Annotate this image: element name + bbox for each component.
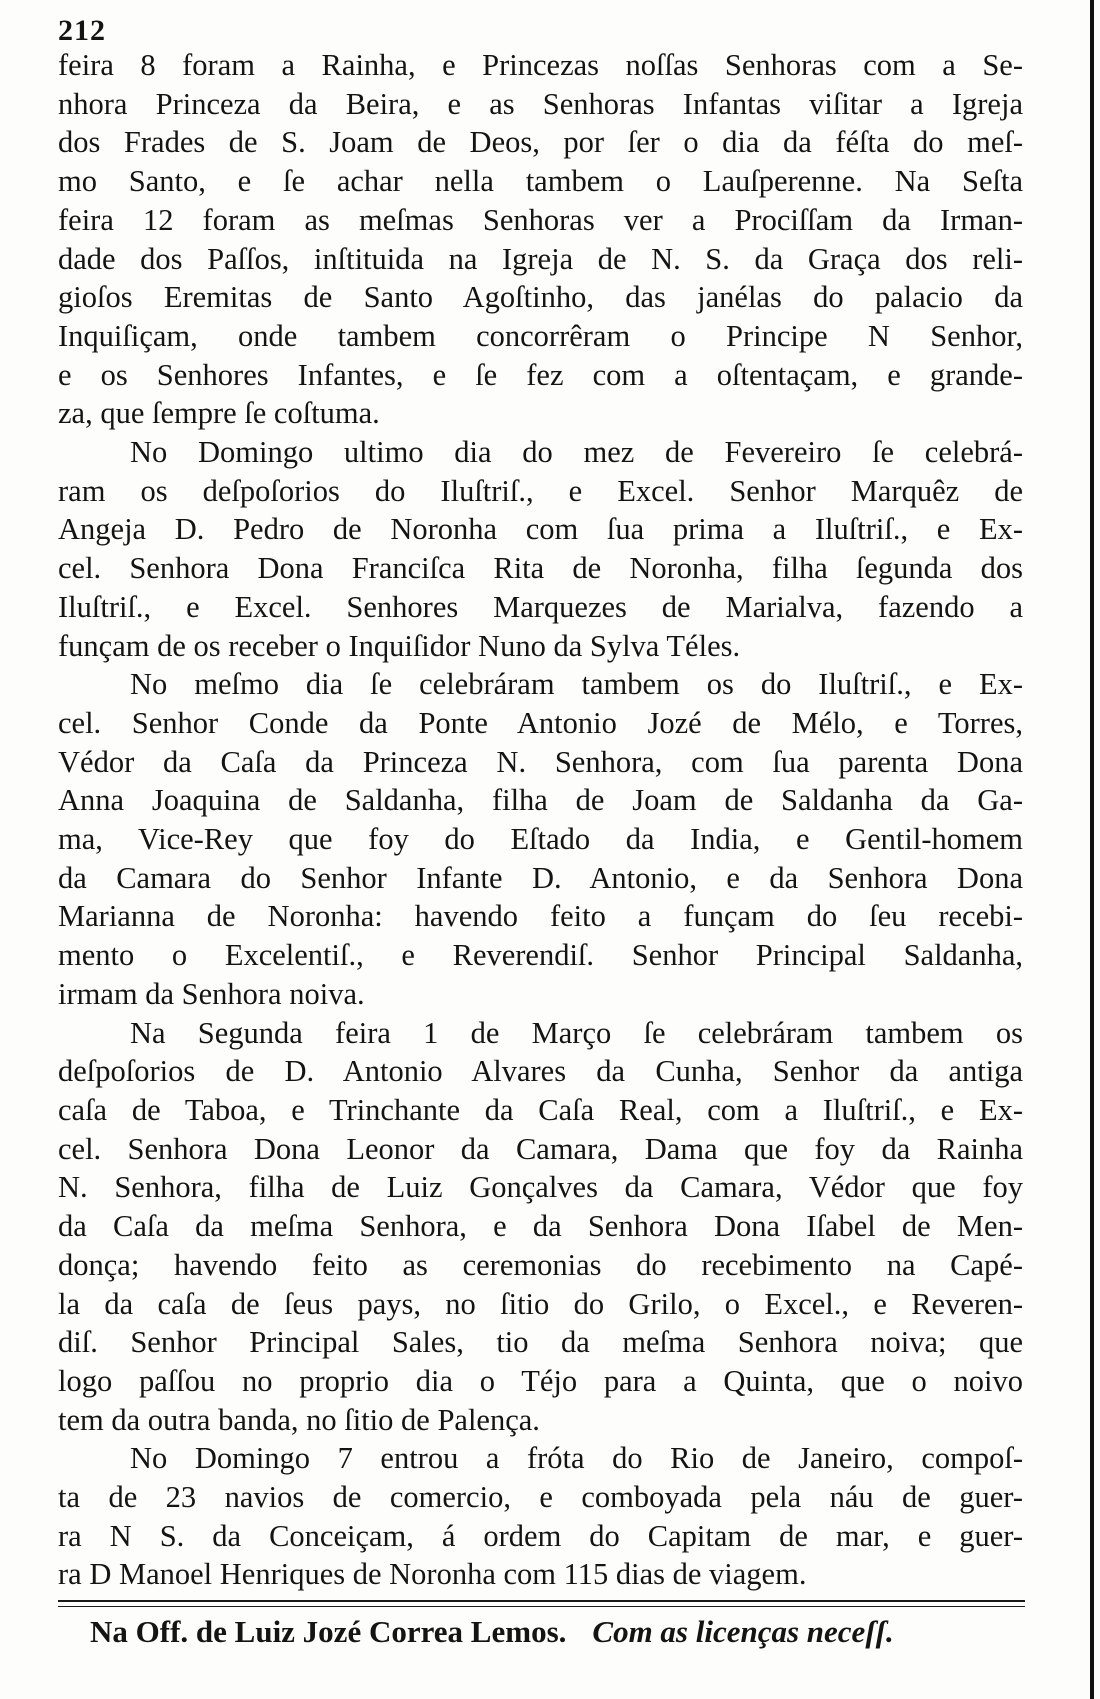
text-line: nhora Princeza da Beira, e as Senhoras Infantas viſitar a Igreja: [58, 86, 1023, 121]
text-line: cel. Senhor Conde da Ponte Antonio Jozé de Mélo, e Torres,: [58, 705, 1023, 740]
text-line: mo Santo, e ſe achar nella tambem o Lauſperenne. Na Seſta: [58, 164, 1023, 199]
text-line: ta de 23 navios de comercio, e comboyada pela náu de guer-: [58, 1480, 1023, 1515]
text-line: da Camara do Senhor Infante D. Antonio, e da Senhora Dona: [58, 860, 1023, 895]
text-line: da Caſa da meſma Senhora, e da Senhora Dona Iſabel de Men-: [58, 1209, 1023, 1244]
licence-note: Com as licenças neceſſ.: [592, 1614, 894, 1649]
text-line: ma, Vice-Rey que foy do Eſtado da India, e Gentil-homem: [58, 822, 1023, 857]
text-line: e os Senhores Infantes, e ſe fez com a oſtentaçam, e grande-: [58, 357, 1023, 392]
text-line: N. Senhora, filha de Luiz Gonçalves da Camara, Védor que foy: [58, 1170, 1023, 1205]
paragraph: [58, 46, 1023, 433]
text-line: feira 12 foram as meſmas Senhoras ver a Prociſſam da Irman-: [58, 202, 1023, 237]
rule-top: [58, 1600, 1025, 1602]
text-line: logo paſſou no proprio dia o Téjo para a Quinta, que o noivo: [58, 1363, 1023, 1398]
text-line: cel. Senhora Dona Franciſca Rita de Noronha, filha ſegunda dos: [58, 551, 1023, 586]
text-line: ra N S. da Conceiçam, á ordem do Capitam de mar, e guer-: [58, 1518, 1023, 1553]
paragraph: [58, 433, 1023, 665]
text-line: dos Frades de S. Joam de Deos, por ſer o dia da féſta do meſ-: [58, 125, 1023, 160]
text-line: Védor da Caſa da Princeza N. Senhora, com ſua parenta Dona: [58, 744, 1023, 779]
text-line: Anna Joaquina de Saldanha, filha de Joam de Saldanha da Ga-: [58, 783, 1023, 818]
text-line: deſpoſorios de D. Antonio Alvares da Cunha, Senhor da antiga: [58, 1054, 1023, 1089]
colophon: [90, 1614, 1020, 1650]
page-number: 212: [58, 14, 106, 47]
text-line: caſa de Taboa, e Trinchante da Caſa Real, com a Iluſtriſ., e Ex-: [58, 1092, 1023, 1127]
text-line: No Domingo 7 entrou a fróta do Rio de Janeiro, compoſ-: [130, 1441, 1023, 1476]
text-line: gioſos Eremitas de Santo Agoſtinho, das janélas do palacio da: [58, 280, 1023, 315]
text-line: Na Segunda feira 1 de Março ſe celebráram tambem os: [130, 1015, 1023, 1050]
text-line: Inquiſiçam, onde tambem concorrêram o Principe N Senhor,: [58, 318, 1023, 353]
text-line: cel. Senhora Dona Leonor da Camara, Dama que foy da Rainha: [58, 1131, 1023, 1166]
scan-edge: [1090, 0, 1094, 1699]
text-line: ram os deſpoſorios do Iluſtriſ., e Excel. Senhor Marquêz de: [58, 473, 1023, 508]
rule-bottom: [58, 1606, 1025, 1607]
text-line: No meſmo dia ſe celebráram tambem os do Iluſtriſ., e Ex-: [130, 667, 1023, 702]
text-line: ra D Manoel Henriques de Noronha com 115 dias de viagem.: [58, 1557, 807, 1592]
text-line: mento o Excelentiſ., e Reverendiſ. Senhor Principal Saldanha,: [58, 938, 1023, 973]
paragraph: [58, 1014, 1023, 1440]
paragraph: [58, 665, 1023, 1013]
printer-imprint: Na Off. de Luiz Jozé Correa Lemos.: [90, 1614, 567, 1649]
text-line: funçam de os receber o Inquiſidor Nuno da Sylva Téles.: [58, 628, 741, 663]
paragraph: [58, 1439, 1023, 1594]
text-line: Angeja D. Pedro de Noronha com ſua prima a Iluſtriſ., e Ex-: [58, 512, 1023, 547]
text-line: Marianna de Noronha: havendo feito a funçam do ſeu recebi-: [58, 899, 1023, 934]
text-line: tem da outra banda, no ſitio de Palença.: [58, 1402, 540, 1437]
text-line: dade dos Paſſos, inſtituida na Igreja de N. S. da Graça dos reli-: [58, 241, 1023, 276]
text-line: No Domingo ultimo dia do mez de Fevereiro ſe celebrá-: [130, 435, 1023, 470]
text-line: la da caſa de ſeus pays, no ſitio do Grilo, o Excel., e Reveren-: [58, 1286, 1023, 1321]
text-line: diſ. Senhor Principal Sales, tio da meſma Senhora noiva; que: [58, 1325, 1023, 1360]
text-line: irmam da Senhora noiva.: [58, 976, 365, 1011]
text-line: feira 8 foram a Rainha, e Princezas noſſas Senhoras com a Se-: [58, 48, 1023, 82]
text-line: donça; havendo feito as ceremonias do recebimento na Capé-: [58, 1247, 1023, 1282]
text-line: Iluſtriſ., e Excel. Senhores Marquezes de Marialva, fazendo a: [58, 589, 1023, 624]
text-line: za, que ſempre ſe coſtuma.: [58, 396, 380, 431]
body-text: [58, 46, 1023, 1594]
